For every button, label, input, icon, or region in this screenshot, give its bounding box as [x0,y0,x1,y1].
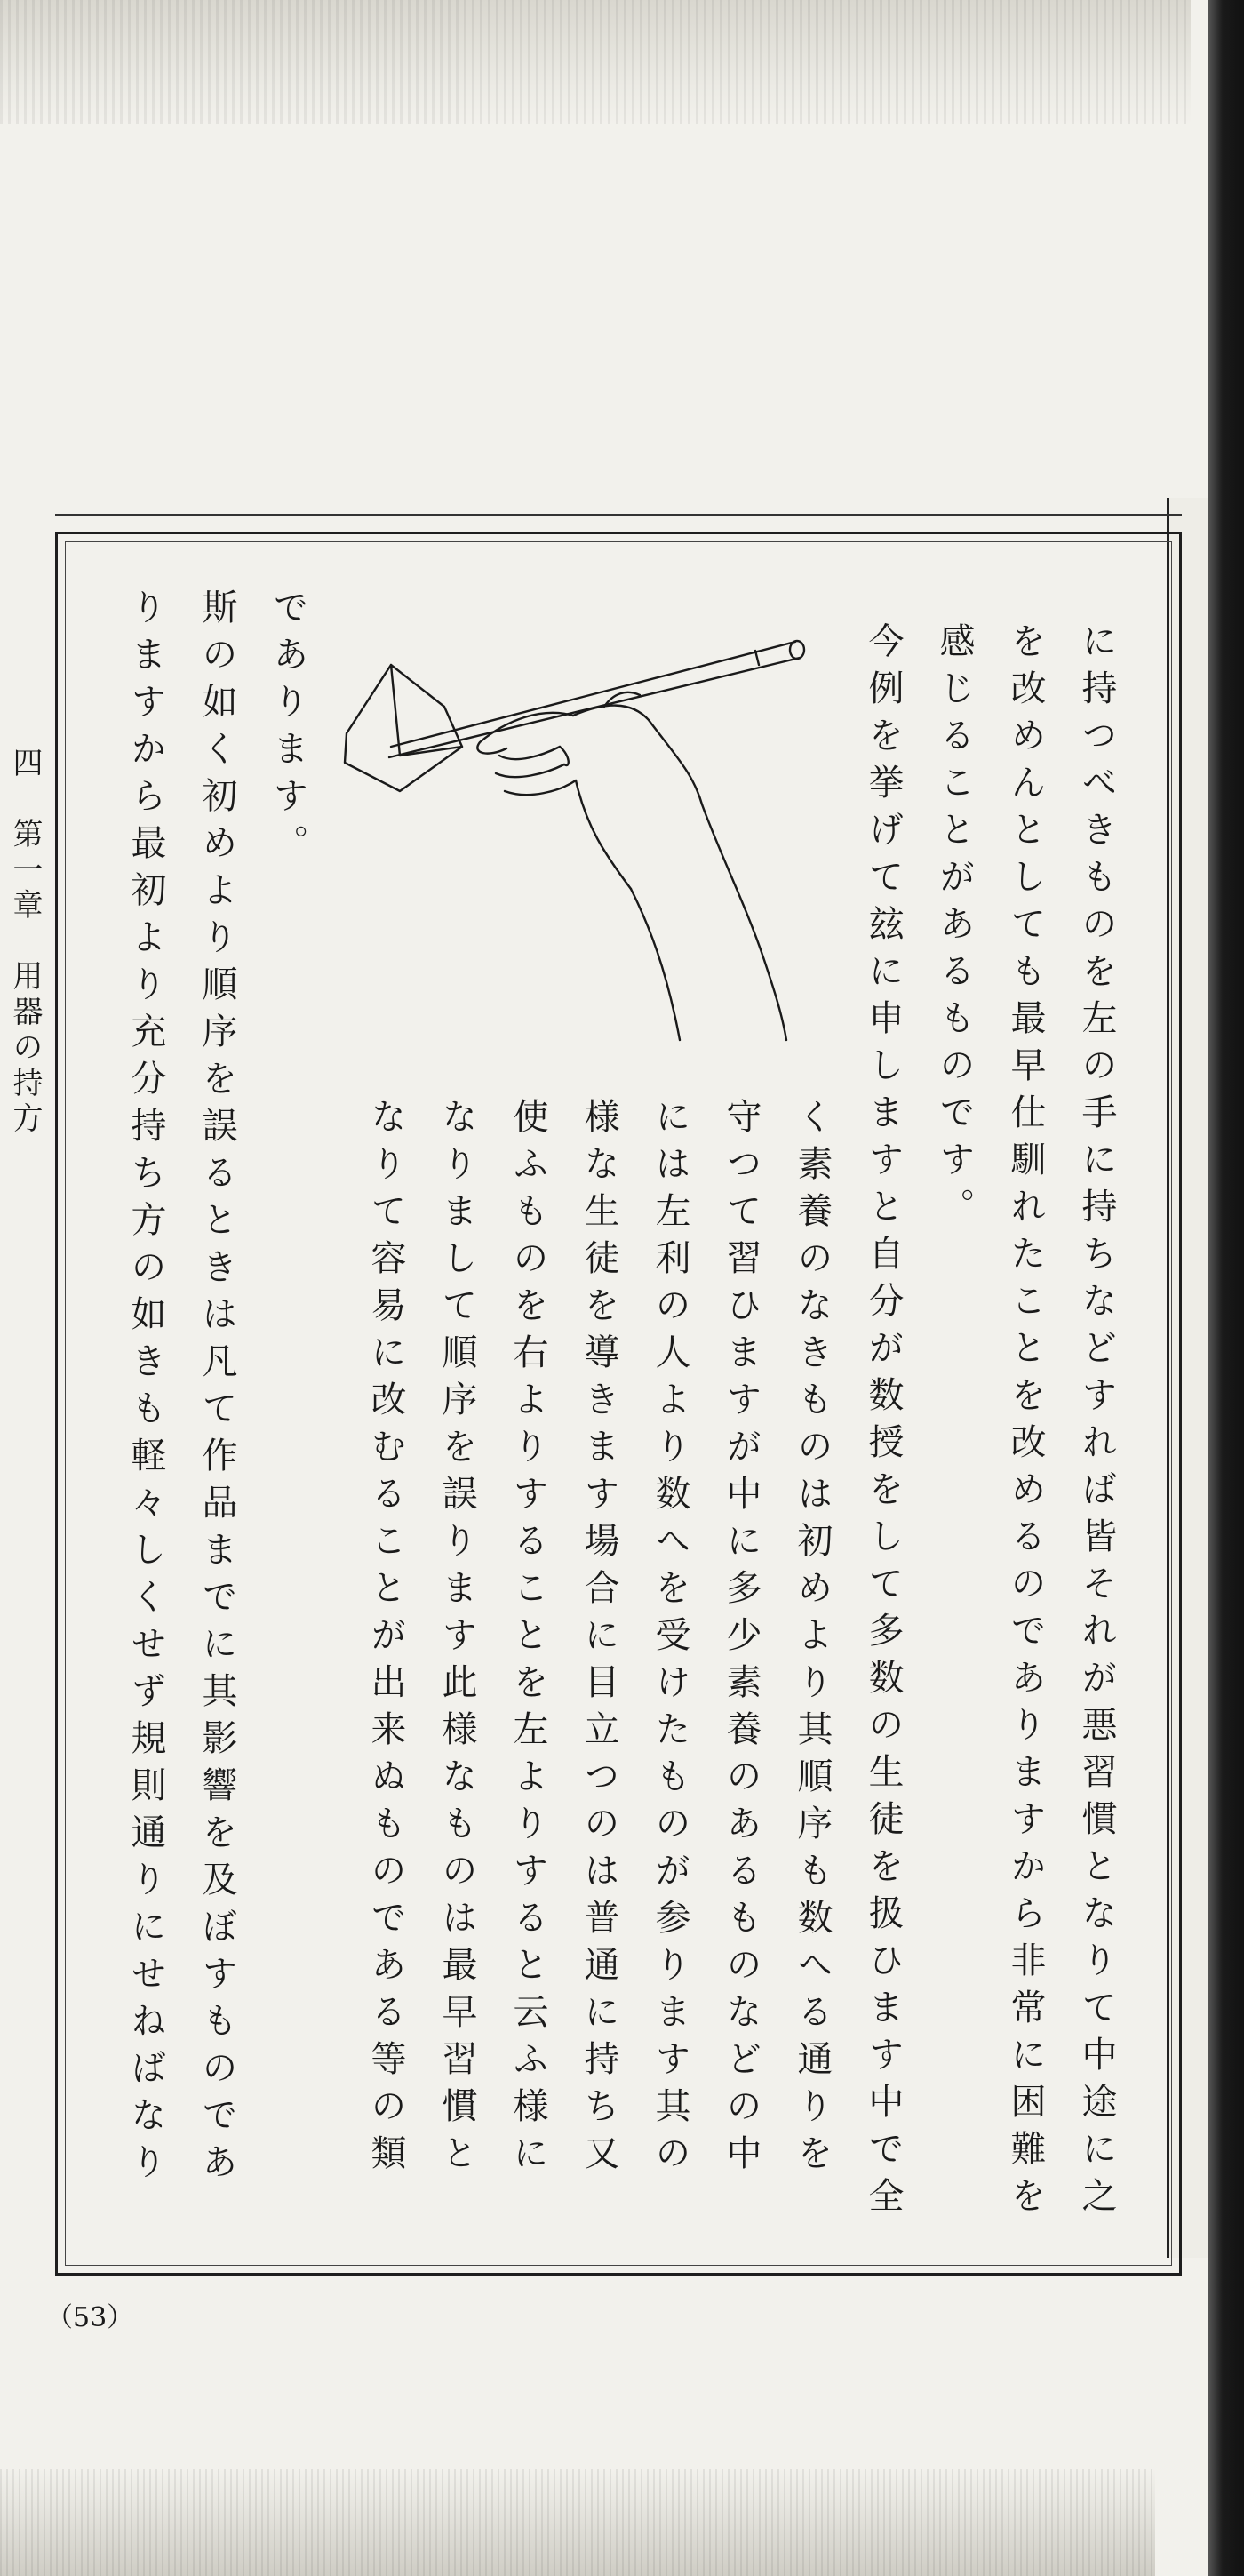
text-column-1: に持つべきものを左の手に持ちなどすれば皆それが悪習慣となりて中途に之 [1076,622,1117,2224]
text-column-2: を改めんとしても最早仕馴れたことを改めるのでありますから非常に困難を [1005,622,1046,2224]
scan-top-edge [0,0,1191,124]
top-rule [55,514,1182,516]
text-column-11: なりて容易に改むることが出来ぬものである等の類 [365,1098,406,2181]
scan-bottom-edge [0,2469,1155,2576]
text-column-10: なりまして順序を誤ります此様なものは最早習慣と [436,1098,477,2181]
text-column-7: には左利の人より数へを受けたものが参ります其の [650,1098,690,2181]
page-number: （53） [46,2302,134,2333]
text-column-6: 守つて習ひますが中に多少素養のあるものなどの中 [721,1098,762,2181]
text-column-4: 今例を挙げて玆に申しますと自分が数授をして多数の生徒を扱ひます中で全 [863,622,904,2224]
text-column-8: 様な生徒を導きます場合に目立つのは普通に持ち又 [578,1098,619,2181]
text-column-12: であります。 [267,588,308,871]
text-column-14: りますから最初より充分持ち方の如きも軽々しくせず規則通りにせねばなり [125,588,166,2190]
text-column-5: く素養のなきものは初めより其順序も数へる通りを [792,1098,833,2181]
book-spine [1208,0,1244,2576]
text-column-3: 感じることがあるものです。 [934,622,975,1235]
hand-holding-folding-tool-illustration [338,622,835,1049]
running-head: 四 第一章 用器の持方 [7,747,43,1138]
text-column-9: 使ふものを右よりすることを左よりすると云ふ様に [507,1098,548,2181]
text-column-13: 斯の如く初めより順序を誤るときは凡て作品までに其影響を及ぼすものであ [196,588,237,2190]
